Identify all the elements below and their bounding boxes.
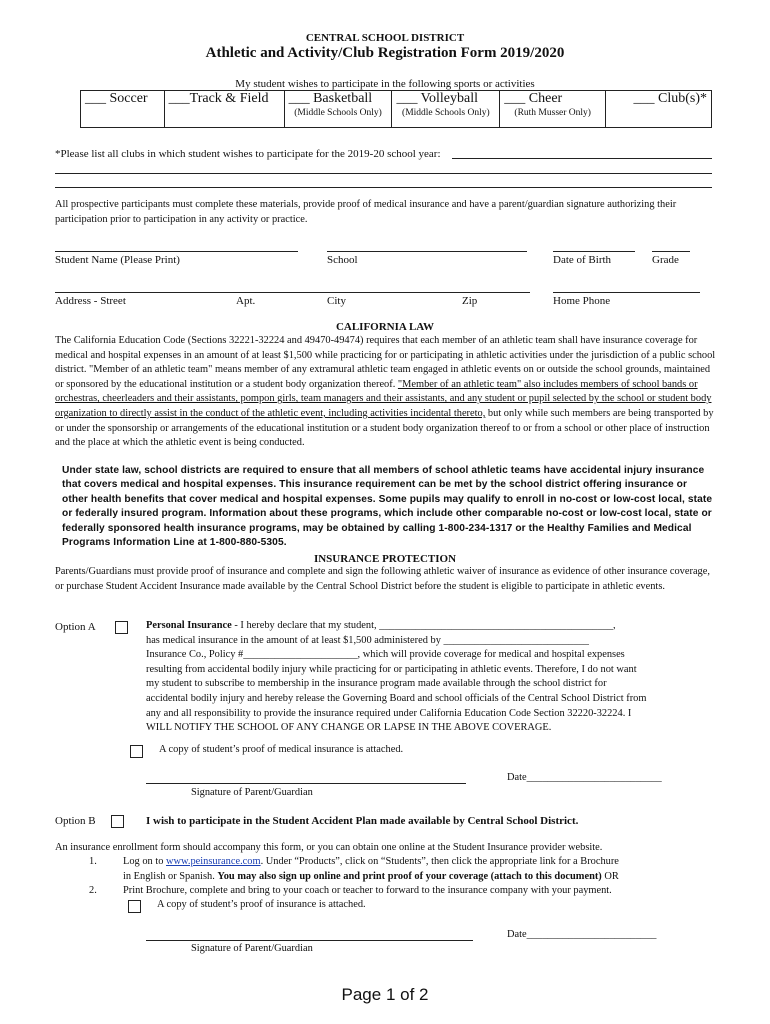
clubs-line-2[interactable] — [55, 173, 712, 174]
district-name: CENTRAL SCHOOL DISTRICT — [305, 32, 465, 44]
school-line[interactable] — [327, 251, 527, 252]
student-name-line[interactable] — [55, 251, 298, 252]
zip-label: Zip — [462, 295, 478, 307]
step-1-text: Log on to www.peinsurance.com. Under “Products”, click on “Students”, then click the appropriate link for a Brochure in English or Spanish. You may also sign up online and print proof of your coverage (attach to this document) OR — [123, 856, 619, 882]
sport-basketball[interactable]: ___ Basketball (Middle Schools Only) — [284, 91, 392, 128]
option-b-checkbox[interactable] — [111, 815, 124, 828]
insurance-intro: Parents/Guardians must provide proof of insurance and complete and sign the following athletic waiver of insurance as evidence of other insurance coverage, or purchase Student Accident Insurance made available by the Central School District before the student is eligible to participate in athletic events. — [55, 566, 710, 592]
option-a-text: Personal Insurance - I hereby declare that my student, _____________________________________________, has medical insurance in the amount of at least $1,500 administered by ____________________________ Insurance Co., Policy #______________________, which will provide coverage for medical and hospital expenses resulting from accidental bodily injury while practicing for or participating in athletic events. Therefore, I do not want my student to subscribe to membership in the insurance program made available through the school district for accidental bodily injury and hereby release the Governing Board and school officials of the Central School District from any and all responsibility to provide the insurance required under California Education Code Section 32220-32224. I WILL NOTIFY THE SCHOOL OF ANY CHANGE OR LAPSE IN THE ABOVE COVERAGE. — [146, 620, 647, 734]
prospective-note: All prospective participants must complete these materials, provide proof of medical insurance and have a parent/guardian signature authorizing their participation prior to participation in any activity or practice. — [55, 199, 677, 225]
student-name-label: Student Name (Please Print) — [55, 254, 180, 266]
sports-intro: My student wishes to participate in the following sports or activities — [235, 78, 535, 90]
enrollment-intro: An insurance enrollment form should accompany this form, or you can obtain one online at the Student Insurance provider website. — [55, 842, 603, 853]
option-a-checkbox[interactable] — [115, 621, 128, 634]
home-phone-label: Home Phone — [553, 295, 611, 307]
dob-label: Date of Birth — [553, 254, 612, 266]
insurance-attach-checkbox[interactable] — [128, 900, 141, 913]
clubs-prompt: *Please list all clubs in which student wishes to participate for the 2019-20 school year: — [55, 148, 441, 160]
option-a-label: Option A — [55, 621, 96, 633]
option-b-label: Option B — [55, 815, 96, 827]
form-title: Athletic and Activity/Club Registration Form 2019/2020 — [205, 45, 565, 61]
grade-label: Grade — [652, 254, 679, 266]
enrollment-signature-line[interactable] — [146, 940, 473, 941]
state-law-notice: Under state law, school districts are required to ensure that all members of school athletic teams have accidental injury insurance that covers medical and hospital expenses. This insurance requirement can be met by the school district offering insurance or other health benefits that cover medical and hospital expenses. Some pupils may qualify to enroll in no-cost or low-cost local, state or federally insured program. Information about these programs, which include other comparable no-cost or low-cost local, state or federally sponsored health insurance programs, may be obtained by calling 1-800-234-1317 or the Healthy Families and Medical Programs Information Line at 1-800-880-5305. — [62, 465, 713, 549]
option-a-signature-line[interactable] — [146, 783, 466, 784]
option-a-date[interactable]: Date__________________________ — [507, 772, 662, 783]
option-b-text: I wish to participate in the Student Accident Plan made available by Central School District. — [146, 815, 579, 827]
dob-line[interactable] — [553, 251, 635, 252]
grade-line[interactable] — [652, 251, 690, 252]
sport-volleyball[interactable]: ___ Volleyball (Middle Schools Only) — [392, 91, 500, 128]
california-law-text: The California Education Code (Sections 32221-32224 and 49470-49474) requires that each member of an athletic team shall have insurance coverage for medical and hospital expenses in an amount of at least $1,500 while practicing for or participating in athletic activities under the jurisdiction of a public school district. "Member of an athletic team" means member of any extramural athletic team engaged in athletic events on or outside the school grounds, maintained or sponsored by the educational institution or a student body organization thereof. "Member of an athletic team" also includes members of school bands or orchestras, cheerleaders and their assistants, pompon girls, team managers and their assistants, and any student or pupil selected by the school or student body organization to directly assist in the conduct of the athletic event, including activities incidental thereto, but only while such members are being transported by or under the sponsorship or arrangements of the educational institution or a student body organization thereof to or from a school or other place of instruction and the place at which the athletic event is being conducted. — [55, 335, 716, 449]
option-a-attach-text: A copy of student’s proof of medical insurance is attached. — [159, 744, 404, 755]
sports-table — [80, 90, 712, 128]
clubs-line-1[interactable] — [452, 158, 712, 159]
step-1-number: 1. — [89, 856, 97, 867]
phone-line[interactable] — [553, 292, 700, 293]
california-law-heading: CALIFORNIA LAW — [335, 321, 435, 333]
option-a-title: Personal Insurance — [146, 620, 232, 631]
enrollment-signature-label: Signature of Parent/Guardian — [191, 943, 313, 954]
sport-soccer[interactable]: ___ Soccer — [81, 91, 165, 128]
clubs-line-3[interactable] — [55, 187, 712, 188]
page-number: Page 1 of 2 — [341, 985, 429, 1004]
insurance-website-link[interactable]: www.peinsurance.com — [166, 856, 261, 867]
insurance-heading: INSURANCE PROTECTION — [313, 553, 457, 565]
school-label: School — [327, 254, 358, 266]
apt-label: Apt. — [236, 295, 256, 307]
sport-clubs[interactable]: ___ Club(s)* — [606, 91, 712, 128]
enrollment-date[interactable]: Date_________________________ — [507, 929, 657, 940]
option-a-attach-checkbox[interactable] — [130, 745, 143, 758]
address-label: Address - Street — [55, 295, 126, 307]
city-label: City — [327, 295, 346, 307]
sport-cheer[interactable]: ___ Cheer (Ruth Musser Only) — [500, 91, 606, 128]
step-2-text: Print Brochure, complete and bring to your coach or teacher to forward to the insurance company with your payment. — [123, 885, 612, 896]
option-a-signature-label: Signature of Parent/Guardian — [191, 787, 313, 798]
sport-track-field[interactable]: ___Track & Field — [164, 91, 284, 128]
step-2-number: 2. — [89, 885, 97, 896]
insurance-attach-text: A copy of student’s proof of insurance is attached. — [157, 899, 366, 910]
address-line[interactable] — [55, 292, 530, 293]
